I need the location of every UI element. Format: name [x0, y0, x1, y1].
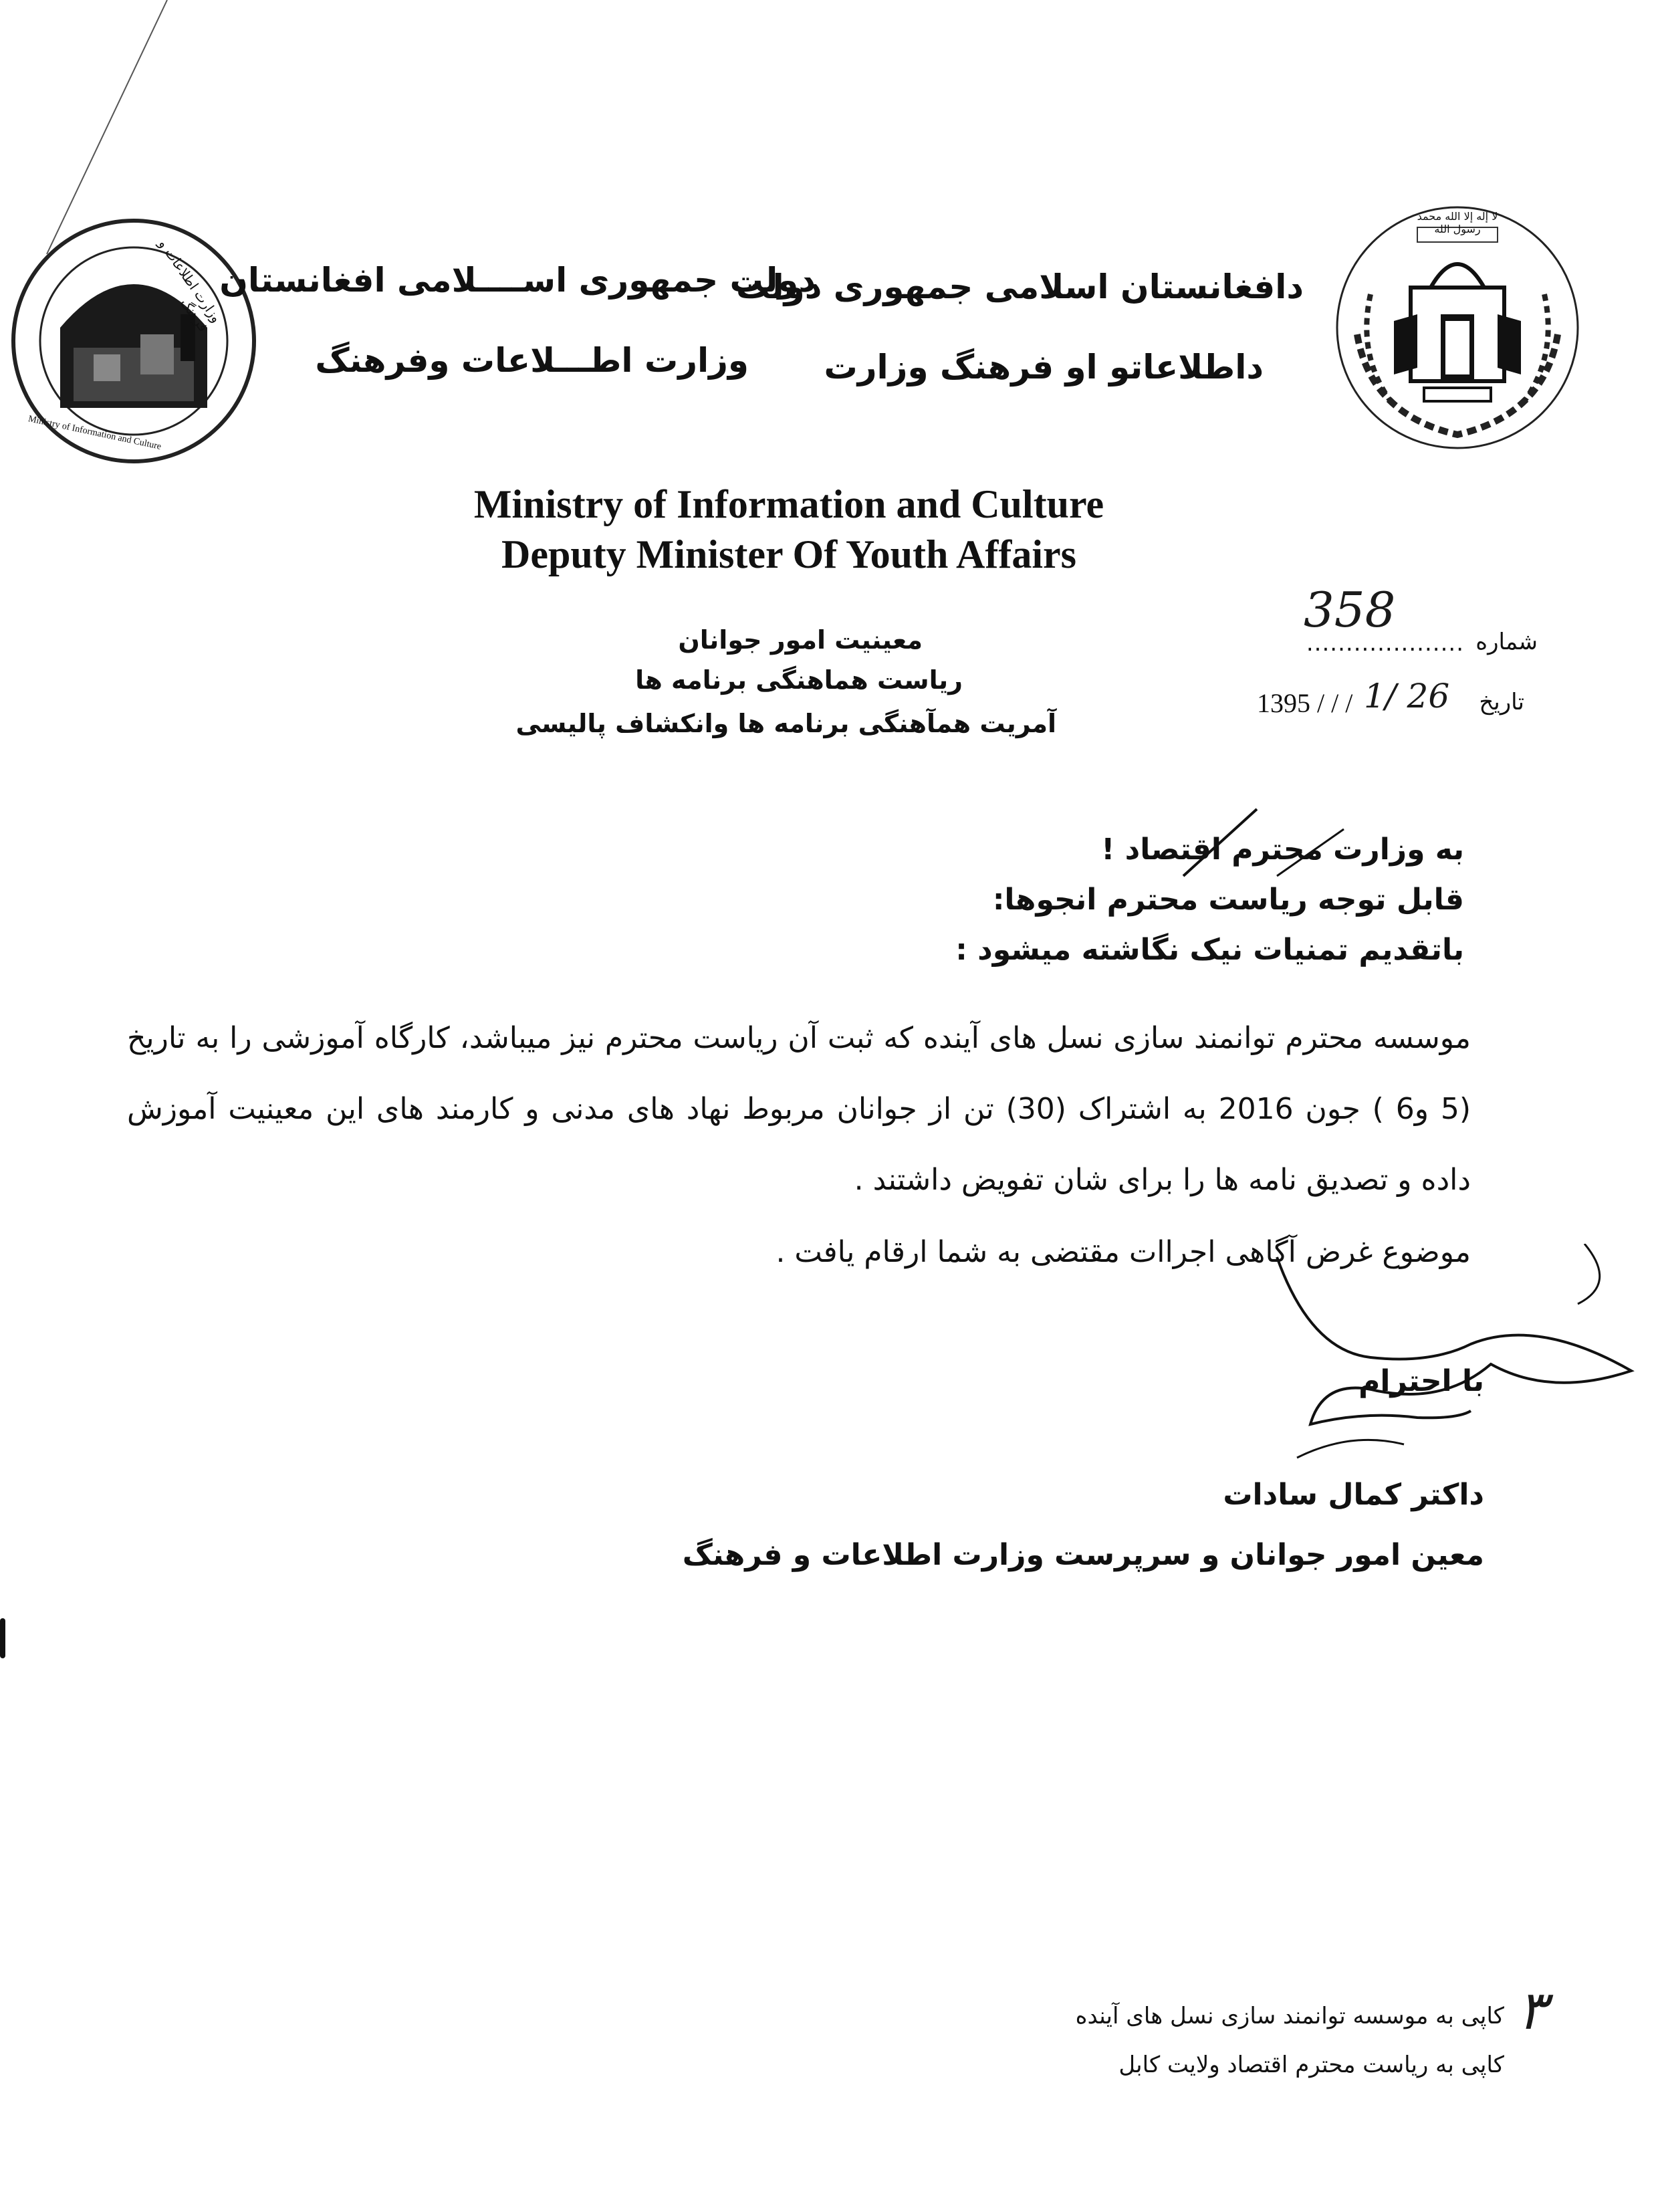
header-line1-pashto: دافغانستان اسلامی جمهوری دولت [735, 267, 1304, 306]
title-deputy: Deputy Minister Of Youth Affairs [501, 532, 1076, 576]
title-block [0, 481, 1658, 578]
copy-line1: کاپی به موسسه توانمند سازی نسل های آینده [1075, 2003, 1504, 2029]
closing-regards: با احترام [1358, 1364, 1484, 1398]
title-ministry: Ministry of Information and Culture [473, 482, 1104, 526]
number-label: شماره [1475, 629, 1538, 655]
number-handwritten: 358 [1304, 582, 1396, 638]
pen-strike [1177, 802, 1350, 883]
signatory-name: داکتر کمال سادات [1223, 1478, 1484, 1512]
edge-mark [0, 1618, 5, 1658]
dept-line2: ریاست هماهنگی برنامه ها [635, 665, 963, 695]
number-dots: .................... [1306, 630, 1464, 657]
date-label: تاریخ [1479, 689, 1524, 715]
signatory-position: معین امور جوانان و سرپرست وزارت اطلاعات و فرهنگ [682, 1538, 1484, 1572]
emblem-icon [1330, 201, 1584, 455]
header-line2-pashto: داطلاعاتو او فرهنگ وزارت [824, 348, 1264, 386]
copy-hand-mark: ۳ [1518, 1979, 1546, 2041]
number-field [1270, 582, 1538, 669]
seal-caption: Ministry of Information and Culture [27, 414, 162, 452]
recipient-line3: باتقدیم تمنیات نیک نگاشته میشود : [955, 933, 1464, 967]
date-value: 1395 / / / [1257, 688, 1353, 718]
dept-line1: معینیت امور جوانان [678, 625, 923, 655]
date-field [1257, 677, 1524, 736]
recipient-line1: به وزارت محترم اقتصاد ! [1101, 833, 1464, 867]
seal-arc-text: وزارت اطلاعات و فرهنگ [155, 236, 225, 335]
recipient-line2: قابل توجه ریاست محترم انجوها: [992, 883, 1464, 917]
emblem-text: لا إله إلا الله محمد رسول الله [1417, 210, 1498, 235]
dept-line3: آمریت همآهنگی برنامه ها وانکشاف پالیسی [515, 709, 1056, 738]
date-handwritten: 1/ 26 [1364, 677, 1450, 715]
header-line1-dari: دولت جمهوری اســــلامی افغانستان [219, 261, 816, 300]
body-paragraph-2: موضوع غرض آگاهی اجراات مقتضی به شما ارقام یافت . [776, 1235, 1471, 1269]
national-emblem [1330, 201, 1584, 455]
body-paragraph-1: موسسه محترم توانمند سازی نسل های آینده که ثبت آن ریاست محترم نیز میباشد، کارگاه آموزشی را به تاریخ (5 و6 ) جون 2016 به اشتراک (30) تن از جوانان مربوط نهاد های مدنی و کارمند های این معینیت آموزش داده و تصدیق نامه ها را برای شان تفویض داشتند . [127, 1021, 1471, 1197]
copy-line2: کاپی به ریاست محترم اقتصاد ولایت کابل [1118, 2052, 1504, 2078]
scan-line [40, 0, 174, 254]
header-line2-dari: وزارت اطـــلاعات وفرهنگ [315, 341, 749, 380]
